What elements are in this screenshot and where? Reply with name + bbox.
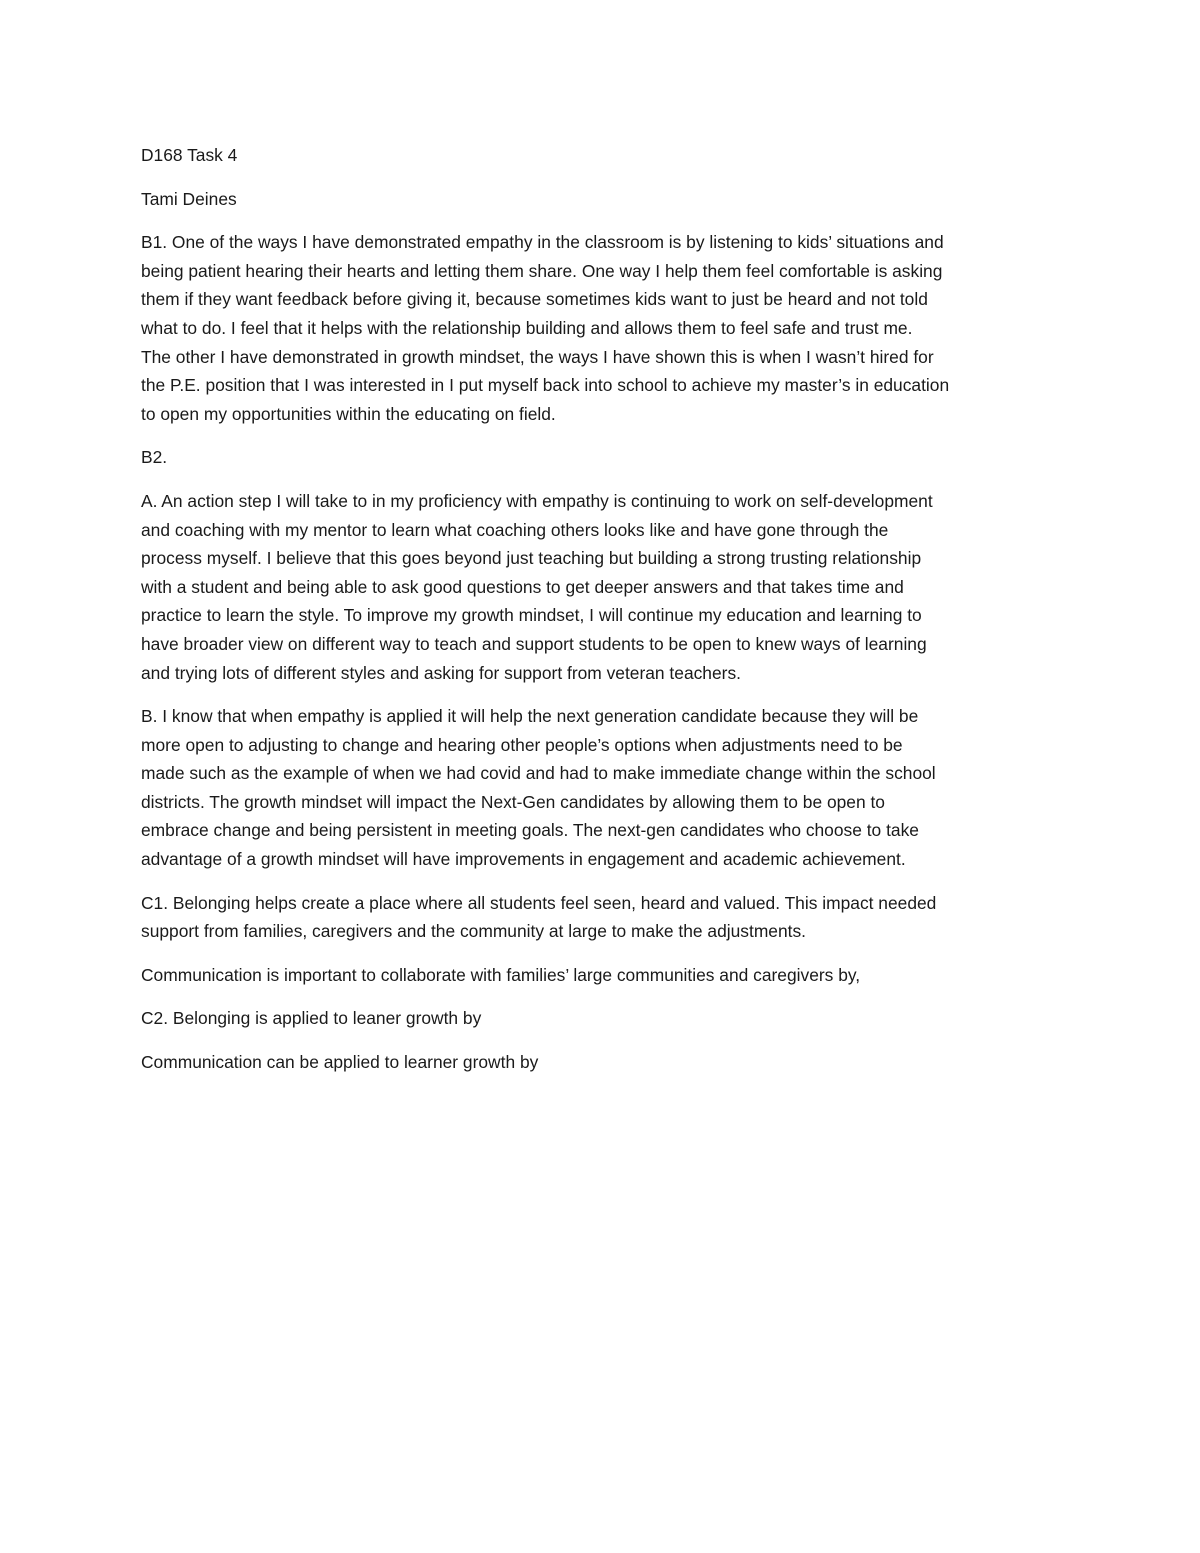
- paragraph-b1: [141, 228, 1061, 428]
- text-line: Communication can be applied to learner growth by: [141, 1052, 539, 1073]
- text-line: support from families, caregivers and the community at large to make the adjustments.: [141, 921, 807, 942]
- text-line: C1. Belonging helps create a place where all students feel seen, heard and valued. This impact needed: [141, 892, 937, 913]
- paragraph-c1-communication: [141, 961, 1061, 990]
- paragraph-b2-heading: [141, 443, 1061, 472]
- text-line: the P.E. position that I was interested in I put myself back into school to achieve my master’s in education: [141, 375, 950, 396]
- text-line: B2.: [141, 447, 168, 468]
- paragraph-b2-a: [141, 487, 1061, 687]
- text-line: to open my opportunities within the educating on field.: [141, 403, 556, 424]
- text-line: have broader view on different way to teach and support students to be open to knew ways of learning: [141, 633, 927, 654]
- paragraph-c2-communication: [141, 1048, 1061, 1077]
- document-body: [141, 141, 1061, 1092]
- text-line: A. An action step I will take to in my proficiency with empathy is continuing to work on self-development: [141, 490, 933, 511]
- text-line: C2. Belonging is applied to leaner growth by: [141, 1008, 482, 1029]
- text-line: more open to adjusting to change and hearing other people’s options when adjustments need to be: [141, 734, 903, 755]
- text-line: B1. One of the ways I have demonstrated empathy in the classroom is by listening to kids’ situations and: [141, 232, 944, 253]
- text-line: and coaching with my mentor to learn what coaching others looks like and have gone through the: [141, 519, 889, 540]
- text-line: and trying lots of different styles and asking for support from veteran teachers.: [141, 662, 741, 683]
- text-line: process myself. I believe that this goes beyond just teaching but building a strong trusting relationship: [141, 548, 922, 569]
- text-line: them if they want feedback before giving it, because sometimes kids want to just be heard and not told: [141, 289, 928, 310]
- document-title: D168 Task 4: [141, 145, 238, 165]
- text-line: districts. The growth mindset will impact the Next-Gen candidates by allowing them to be open to: [141, 791, 885, 812]
- text-line: advantage of a growth mindset will have improvements in engagement and academic achievement.: [141, 849, 906, 870]
- paragraph-c1: [141, 889, 1061, 946]
- text-line: what to do. I feel that it helps with the relationship building and allows them to feel safe and trust me.: [141, 317, 913, 338]
- text-line: being patient hearing their hearts and letting them share. One way I help them feel comfortable is asking: [141, 260, 943, 281]
- text-line: practice to learn the style. To improve my growth mindset, I will continue my education and learning to: [141, 605, 922, 626]
- document-author: Tami Deines: [141, 188, 237, 209]
- text-line: Communication is important to collaborate with families’ large communities and caregivers by,: [141, 964, 861, 985]
- text-line: with a student and being able to ask good questions to get deeper answers and that takes time and: [141, 576, 904, 597]
- text-line: B. I know that when empathy is applied it will help the next generation candidate because they will be: [141, 706, 919, 727]
- text-line: embrace change and being persistent in meeting goals. The next-gen candidates who choose to take: [141, 820, 919, 841]
- text-line: The other I have demonstrated in growth mindset, the ways I have shown this is when I wasn’t hired for: [141, 346, 934, 367]
- paragraph-c2: [141, 1004, 1061, 1033]
- paragraph-b2-b: [141, 702, 1061, 874]
- text-line: made such as the example of when we had covid and had to make immediate change within the school: [141, 763, 936, 784]
